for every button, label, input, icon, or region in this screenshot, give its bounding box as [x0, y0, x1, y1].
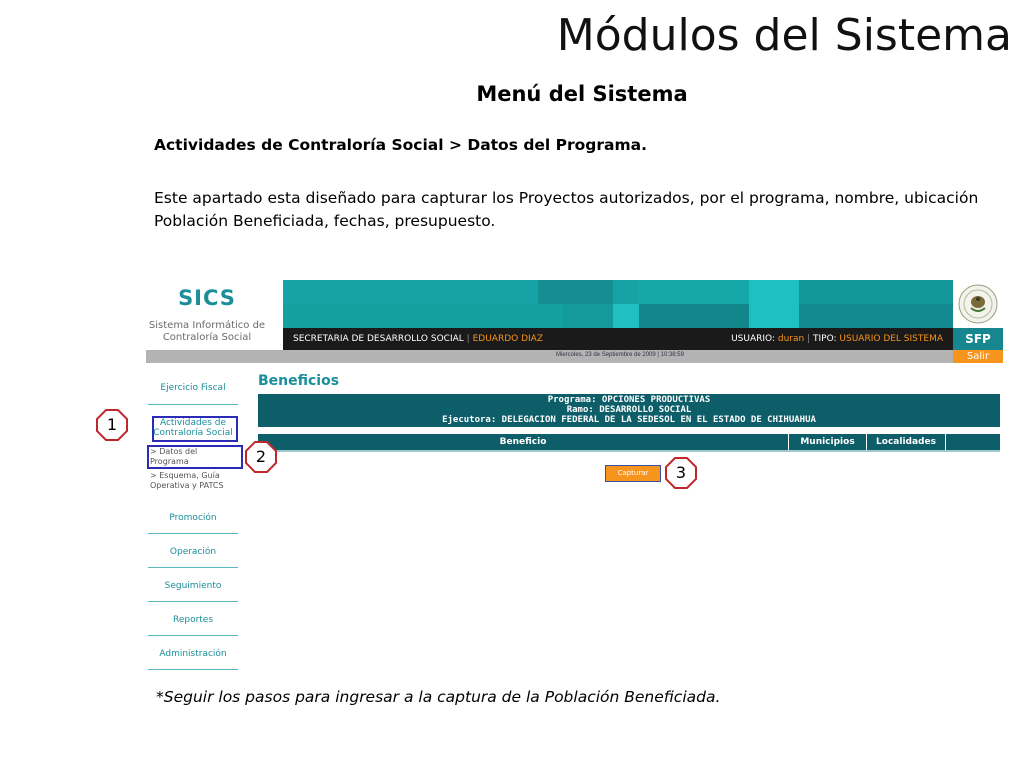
sidebar-subitem-datos-programa[interactable]: > Datos del Programa: [150, 447, 198, 466]
capturar-button[interactable]: Capturar: [605, 465, 661, 482]
highlight-box-datos-programa: [147, 445, 243, 469]
logo-subtitle-line2: Contraloría Social: [162, 332, 252, 343]
ramo-text: Ramo: DESARROLLO SOCIAL: [566, 405, 692, 415]
column-beneficio: Beneficio: [499, 437, 547, 447]
tipo-label: TIPO:: [813, 334, 837, 344]
sfp-logo: SFP: [953, 328, 1003, 350]
slide-subtitle: Menú del Sistema: [476, 82, 688, 106]
step-marker-3: [665, 457, 697, 489]
sidebar-item-seguimiento[interactable]: Seguimiento: [164, 581, 222, 591]
step-marker-1: [96, 409, 128, 441]
usuario-label: USUARIO:: [731, 334, 775, 344]
logo-subtitle-line1: Sistema Informático de: [148, 320, 266, 331]
date-bar: [146, 350, 953, 363]
user-full-name: EDUARDO DIAZ: [472, 334, 543, 344]
sidebar-item-actividades[interactable]: Actividades de Contraloría Social: [153, 418, 233, 438]
sidebar-item-ejercicio-fiscal[interactable]: Ejercicio Fiscal: [160, 383, 226, 393]
column-localidades: Localidades: [876, 437, 936, 447]
ejecutora-text: Ejecutora: DELEGACION FEDERAL DE LA SEDESOL EN EL ESTADO DE CHIHUAHUA: [442, 415, 816, 425]
sidebar-item-administracion[interactable]: Administración: [159, 649, 227, 659]
agency-name: SECRETARIA DE DESARROLLO SOCIAL: [293, 334, 464, 344]
usuario-value: duran: [777, 334, 805, 344]
mexico-seal-icon: [953, 280, 1003, 328]
sidebar-item-promocion[interactable]: Promoción: [169, 513, 217, 523]
step-marker-label: 1: [106, 415, 118, 434]
sidebar-item-operacion[interactable]: Operación: [169, 547, 217, 557]
highlight-box-actividades: [152, 416, 238, 442]
app-logo: [146, 280, 283, 350]
step-marker-label: 3: [675, 463, 687, 482]
column-municipios: Municipios: [800, 437, 855, 447]
date-time: Miercoles, 23 de Septiembre de 2009 | 10:38:59: [556, 352, 684, 358]
step-marker-2: [245, 441, 277, 473]
slide-heading: Actividades de Contraloría Social > Datos del Programa.: [154, 136, 647, 154]
session-info: USUARIO: duran | TIPO: USUARIO DEL SISTEMA: [731, 334, 943, 344]
step-marker-label: 2: [255, 447, 267, 466]
logo-text: SICS: [178, 286, 236, 310]
sidebar-item-reportes[interactable]: Reportes: [172, 615, 214, 625]
page-title: Beneficios: [258, 373, 340, 389]
table-underline: [258, 450, 1000, 452]
slide-footnote: *Seguir los pasos para ingresar a la captura de la Población Beneficiada.: [156, 688, 721, 706]
logout-button[interactable]: Salir: [953, 350, 1003, 363]
agency-info: SECRETARIA DE DESARROLLO SOCIAL | EDUARDO DIAZ: [293, 334, 543, 344]
slide-description: Este apartado esta diseñado para capturar los Proyectos autorizados, por el programa, nombre, ubicación Población Beneficiada, fechas, presupuesto.: [154, 189, 979, 230]
programa-text: Programa: OPCIONES PRODUCTIVAS: [547, 395, 711, 405]
header-banner: [283, 280, 953, 328]
table-header: [258, 434, 1000, 450]
slide-title: Módulos del Sistema: [556, 10, 1012, 61]
sidebar-subitem-esquema[interactable]: > Esquema, Guía Operativa y PATCS: [150, 471, 224, 490]
user-info-bar: [283, 328, 953, 350]
tipo-value: USUARIO DEL SISTEMA: [839, 334, 943, 344]
program-info-box: [258, 394, 1000, 427]
logo-subtitle: [146, 320, 268, 344]
